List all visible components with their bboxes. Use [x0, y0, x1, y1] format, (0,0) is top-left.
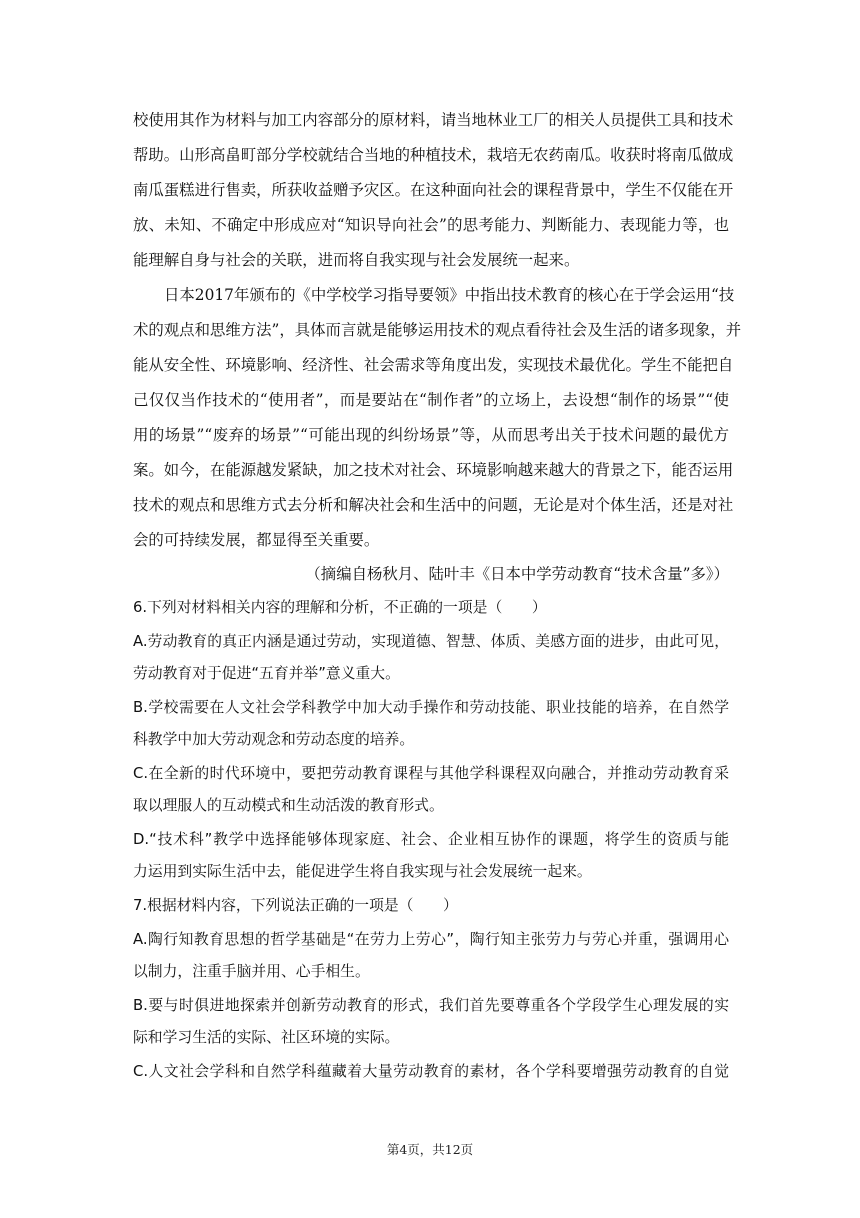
text-line: 案。如今，在能源越发紧缺，加之技术对社会、环境影响越来越大的背景之下，能否运用	[133, 461, 734, 479]
option-a-line-2: 劳动教育对于促进“五育并举”意义重大。	[133, 665, 400, 682]
option-c-line-1: C.人文社会学科和自然学科蕴藏着大量劳动教育的素材，各个学科要增强劳动教育的自觉	[133, 1063, 729, 1080]
text-line: 帮助。山形高畠町部分学校就结合当地的种植技术，栽培无农药南瓜。收获时将南瓜做成	[133, 146, 734, 164]
option-c-line-2: 取以理服人的互动模式和生动活泼的教育形式。	[133, 797, 444, 814]
text-line: 放、未知、不确定中形成应对“知识导向社会”的思考能力、判断能力、表现能力等，也	[133, 216, 729, 234]
option-b-line-2: 科教学中加大劳动观念和劳动态度的培养。	[133, 731, 415, 748]
text-line: 日本2017年颁布的《中学校学习指导要领》中指出技术教育的核心在于学会运用“技	[164, 286, 735, 304]
option-a-line-1: A.劳动教育的真正内涵是通过劳动，实现道德、智慧、体质、美感方面的进步，由此可见，	[133, 633, 729, 650]
option-a-line-2: 以制力，注重手脑并用、心手相生。	[133, 963, 370, 980]
question-stem: 6.下列对材料相关内容的理解和分析，不正确的一项是（ ）	[133, 599, 547, 616]
text-line: 技术的观点和思维方式去分析和解决社会和生活中的问题，无论是对个体生活，还是对社	[133, 496, 734, 514]
option-d-line-2: 力运用到实际生活中去，能促进学生将自我实现与社会发展统一起来。	[133, 863, 592, 880]
text-line: 能理解自身与社会的关联，进而将自我实现与社会发展统一起来。	[133, 251, 580, 269]
text-line: 己仅仅当作技术的“使用者”，而是要站在“制作者”的立场上，去设想“制作的场景”“使	[133, 391, 729, 409]
text-line: 能从安全性、环境影响、经济性、社会需求等角度出发，实现技术最优化。学生不能把自	[133, 356, 734, 374]
option-b-line-1: B.学校需要在人文社会学科教学中加大动手操作和劳动技能、职业技能的培养，在自然学	[133, 699, 729, 716]
option-d-line-1: D.“技术科”教学中选择能够体现家庭、社会、企业相互协作的课题，将学生的资质与能	[133, 831, 729, 848]
text-line: 会的可持续发展，都显得至关重要。	[133, 531, 380, 549]
text-line: 术的观点和思维方法”，具体而言就是能够运用技术的观点看待社会及生活的诸多现象，并	[133, 321, 742, 339]
option-b-line-1: B.要与时俱进地探索并创新劳动教育的形式，我们首先要尊重各个学段学生心理发展的实	[133, 997, 729, 1014]
option-a-line-1: A.陶行知教育思想的哲学基础是“在劳力上劳心”，陶行知主张劳力与劳心并重，强调用心	[133, 931, 729, 948]
source-citation: （摘编自杨秋月、陆叶丰《日本中学劳动教育“技术含量”多》）	[305, 565, 729, 583]
text-line: 用的场景”“废弃的场景”“可能出现的纠纷场景”等，从而思考出关于技术问题的最优方	[133, 426, 729, 444]
page-footer: 第4页，共12页	[386, 1142, 474, 1157]
text-line: 南瓜蛋糕进行售卖，所获收益赠予灾区。在这种面向社会的课程背景中，学生不仅能在开	[133, 181, 734, 199]
text-line: 校使用其作为材料与加工内容部分的原材料，请当地林业工厂的相关人员提供工具和技术	[133, 111, 734, 129]
option-b-line-2: 际和学习生活的实际、社区环境的实际。	[133, 1029, 400, 1046]
option-c-line-1: C.在全新的时代环境中，要把劳动教育课程与其他学科课程双向融合，并推动劳动教育采	[133, 765, 729, 782]
question-stem: 7.根据材料内容，下列说法正确的一项是（ ）	[133, 897, 458, 914]
